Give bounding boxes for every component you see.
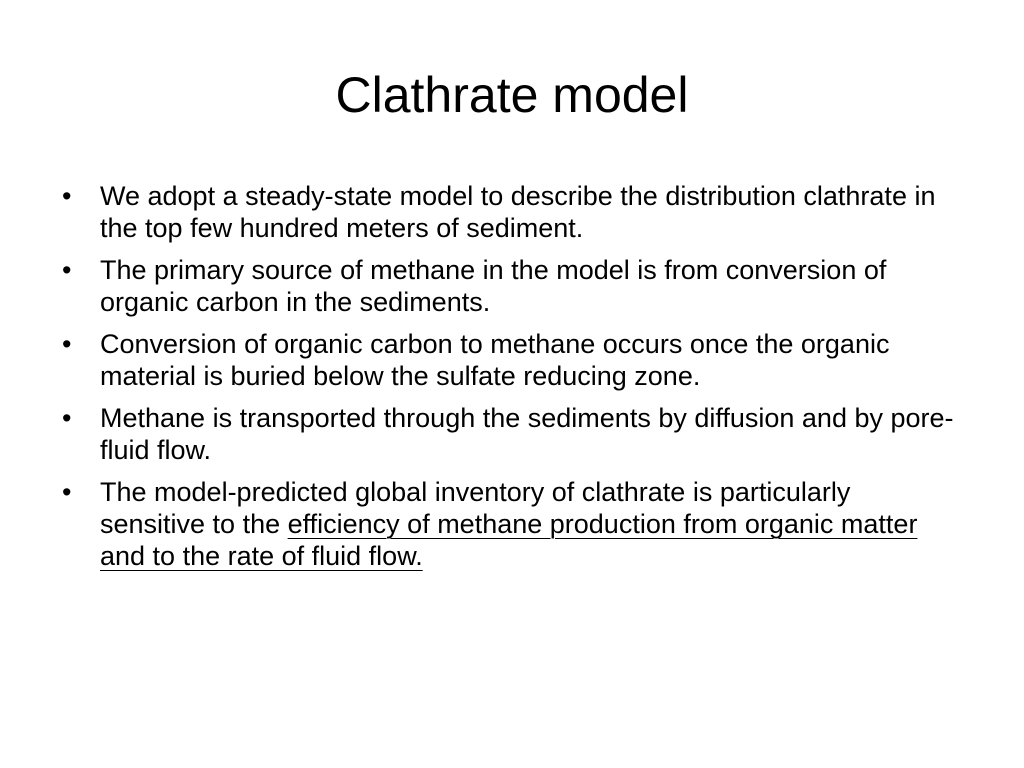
bullet-icon: • [62,477,72,507]
bullet-text-underlined: efficiency of methane production from organic matter and to the rate of fluid flow. [100,509,918,571]
bullet-item [60,180,960,244]
bullet-item [60,328,960,392]
bullet-text: The model-predicted global inventory of clathrate is particularly sensitive to the [100,477,851,539]
bullet-item [60,476,960,572]
bullet-icon: • [62,329,72,359]
bullet-text: The primary source of methane in the model is from conversion of organic carbon in the sediments. [100,255,887,317]
bullet-icon: • [62,255,72,285]
bullet-text: We adopt a steady-state model to describe the distribution clathrate in the top few hundred meters of sediment. [100,181,936,243]
bullet-text: Conversion of organic carbon to methane occurs once the organic material is buried below the sulfate reducing zone. [100,329,890,391]
bullet-item [60,254,960,318]
bullet-list [60,180,960,582]
slide-title: Clathrate model [335,67,689,123]
bullet-item [60,402,960,466]
bullet-text: Methane is transported through the sediments by diffusion and by pore-fluid flow. [100,403,954,465]
bullet-icon: • [62,403,72,433]
bullet-icon: • [62,181,72,211]
